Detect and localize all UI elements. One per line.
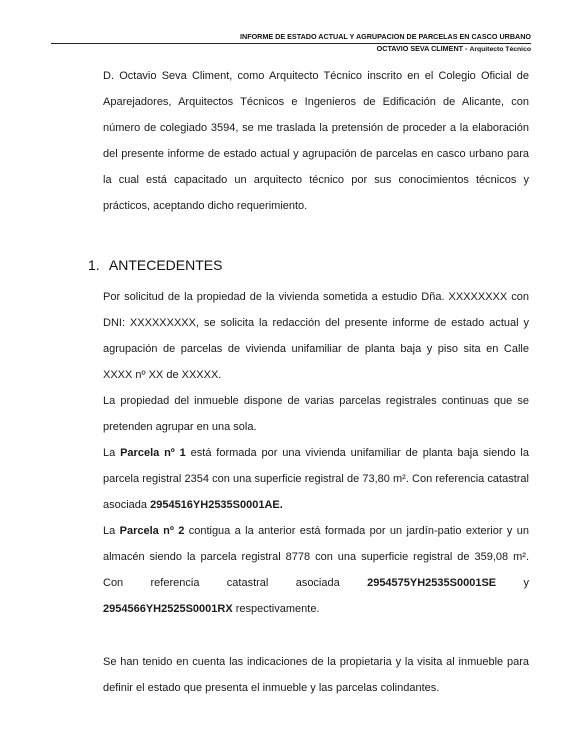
parcela-2-cadastral-ref-1: 2954575YH2535S0001SE xyxy=(367,577,497,589)
section-body xyxy=(103,284,529,622)
paragraph-parcela-2 xyxy=(103,518,529,622)
intro-block xyxy=(103,63,529,219)
document-title: INFORME DE ESTADO ACTUAL Y AGRUPACION DE PARCELAS EN CASCO URBANO xyxy=(240,32,531,41)
p3-pre: La xyxy=(103,447,121,459)
paragraph-ownership: La propiedad del inmueble dispone de varias parcelas registrales continuas que se pretenden agrupar en una sola. xyxy=(103,395,529,433)
parcela-2-label: Parcela nº 2 xyxy=(119,525,185,537)
p4-mid: contigua a la anterior está formada por un jardín-patio exterior y un almacén siendo la parcela registral 8778 con una superficie registral de 359,08 m². Con referencia catastral asociada xyxy=(103,525,529,589)
p4-and: y xyxy=(496,577,529,589)
paragraph-request: Por solicitud de la propiedad de la vivienda sometida a estudio Dña. XXXXXXXX con DNI: XXXXXXXXX, se solicita la redacción del presente informe de estado actual y agrupación de parcelas de vivienda unifamiliar de planta baja y piso sita en Calle XXXX nº XX de XXXXX. xyxy=(103,291,529,381)
parcela-1-cadastral-ref: 2954516YH2535S0001AE. xyxy=(150,499,283,511)
p4-pre: La xyxy=(103,525,120,537)
header-rule xyxy=(51,43,531,44)
author-line xyxy=(240,44,531,54)
closing-block xyxy=(103,649,529,701)
section-title: ANTECEDENTES xyxy=(108,257,223,273)
parcela-2-cadastral-ref-2: 2954566YH2525S0001RX xyxy=(103,603,233,615)
parcela-1-label: Parcela nº 1 xyxy=(120,447,186,459)
section-number: 1. xyxy=(88,257,100,273)
author-name: OCTAVIO SEVA CLIMENT xyxy=(376,44,464,53)
p3-mid: está formada por una vivienda unifamiliar de planta baja siendo la parcela registral 2354 con una superficie registral de 73,80 m². Con referencia catastral asociada xyxy=(103,447,529,511)
author-role: Arquitecto Técnico xyxy=(469,46,531,53)
section-heading xyxy=(88,254,222,276)
paragraph-parcela-1 xyxy=(103,440,529,518)
p4-post: respectivamente. xyxy=(232,603,320,615)
author-separator: - xyxy=(463,44,470,53)
paragraph-considerations: Se han tenido en cuenta las indicaciones de la propietaria y la visita al inmueble para definir el estado que presenta el inmueble y las parcelas colindantes. xyxy=(103,656,529,694)
intro-paragraph: D. Octavio Seva Climent, como Arquitecto Técnico inscrito en el Colegio Oficial de Aparejadores, Arquitectos Técnicos e Ingenieros de Edificación de Alicante, con número de colegiado 3594, se me traslada la pretensión de proceder a la elaboración del presente informe de estado actual y agrupación de parcelas en casco urbano para la cual está capacitado un arquitecto técnico por sus conocimientos técnicos y prácticos, aceptando dicho requerimiento. xyxy=(103,70,529,212)
